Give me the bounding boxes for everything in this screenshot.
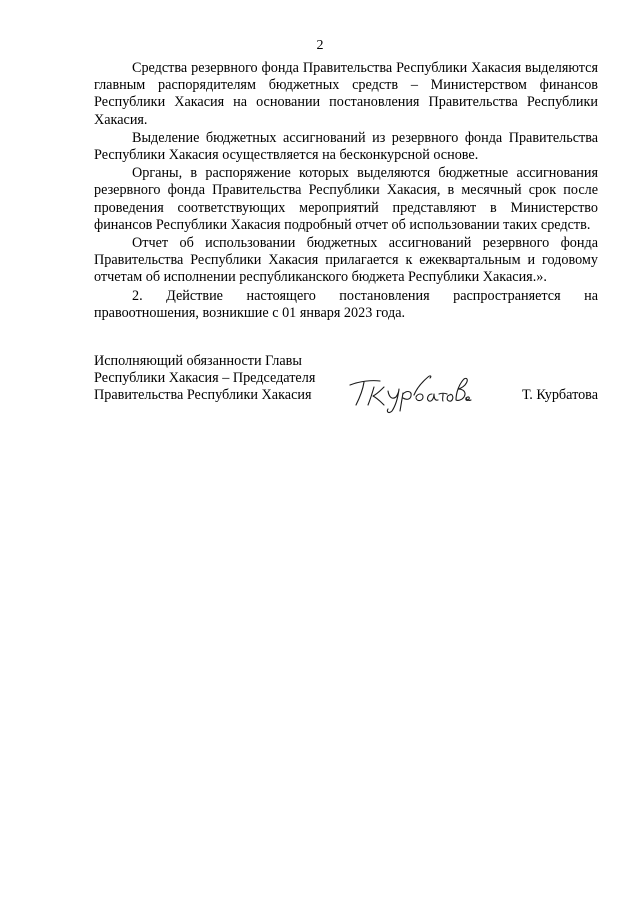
document-body [94,60,598,323]
signature-block [94,353,598,413]
page-number: 2 [316,38,324,53]
signatory-title-line: Исполняющий обязанности Главы [94,353,302,369]
paragraph-non-competitive-basis: Выделение бюджетных ассигнований из резервного фонда Правительства Республики Хакасия осуществляется на бесконкурсной основе. [94,129,598,164]
signatory-title-line: Республики Хакасия – Председателя [94,370,316,387]
paragraph-report-attachment: Отчет об использовании бюджетных ассигнований резервного фонда Правительства Республики Хакасия прилагается к ежеквартальным и годовому отчетам об исполнении республиканского бюджета Республики Хакасия.». [94,235,598,286]
signatory-title [94,353,315,405]
handwritten-signature [346,367,472,415]
signatory-name: Т. Курбатова [522,387,598,403]
paragraph-reserve-fund-allocation: Средства резервного фонда Правительства Республики Хакасия выделяются главным распорядителям бюджетных средств – Министерством финансов Республики Хакасия на основании постановления Правительства Республики Хакасия. [94,60,598,128]
paragraph-effective-date: 2. Действие настоящего постановления распространяется на правоотношения, возникшие с 01 января 2023 года. [94,287,598,321]
signatory-title-line: Правительства Республики Хакасия [94,387,312,404]
paragraph-report-submission: Органы, в распоряжение которых выделяются бюджетные ассигнования резервного фонда Правительства Республики Хакасия, в месячный срок после проведения соответствующих мероприятий представляют в Министерство финансов Республики Хакасия подробный отчет об использовании таких средств. [94,165,598,233]
